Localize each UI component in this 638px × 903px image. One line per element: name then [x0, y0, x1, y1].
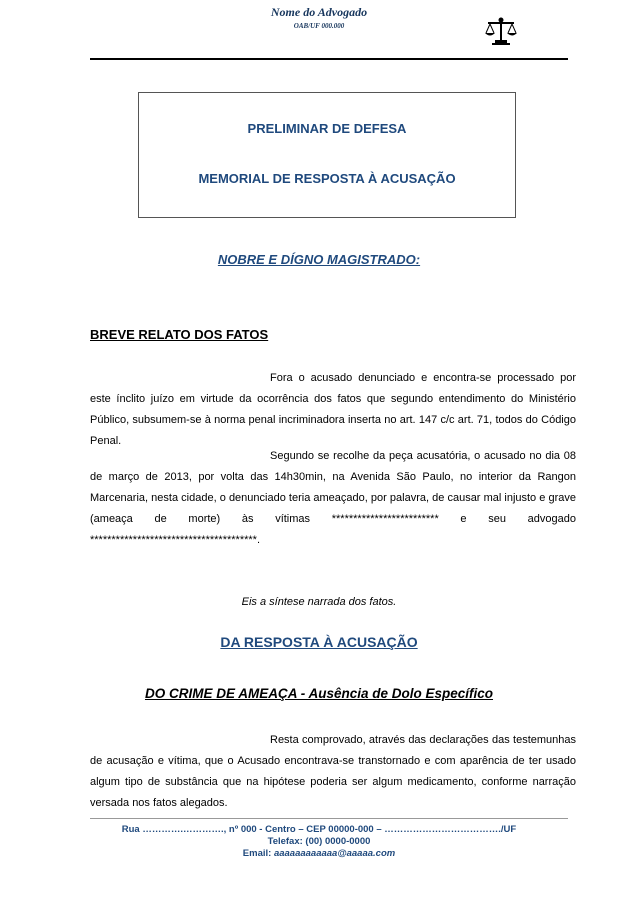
- title-box: [138, 92, 516, 218]
- facts-paragraph-2: Segundo se recolhe da peça acusatória, o acusado no dia 08 de março de 2013, por volta das 14h30min, na Avenida São Paulo, no interior da Rangon Marcenaria, nesta cidade, o denunciado teria ameaçado, por palavra, de causar mal injusto e grave (ameaça de morte) às vítimas ************************* e seu advogado ***************************************.: [90, 450, 576, 546]
- footer-divider: [90, 818, 568, 819]
- footer-address: Rua ………….…………., nº 000 - Centro – CEP 00000-000 – ………………………………./UF: [121, 824, 517, 835]
- section-heading-facts: BREVE RELATO DOS FATOS: [90, 327, 269, 342]
- header-divider: [90, 58, 568, 60]
- lawyer-oab: OAB/UF 000.000: [293, 22, 345, 30]
- document-subtitle: MEMORIAL DE RESPOSTA À ACUSAÇÃO: [198, 171, 456, 186]
- footer-phone: Telefax: (00) 0000-0000: [267, 836, 371, 847]
- response-paragraph-1: Resta comprovado, através das declarações das testemunhas de acusação e vítima, que o Acusado encontrava-se transtornado e com aparência de ter usado algum tipo de substância que na hipótese poderia ser algum medicamento, conforme narração versada nos fatos alegados.: [90, 734, 576, 809]
- facts-synthesis: Eis a síntese narrada dos fatos.: [241, 596, 397, 608]
- section-heading-response: DA RESPOSTA À ACUSAÇÃO: [220, 634, 418, 650]
- footer-email[interactable]: aaaaaaaaaaaa@aaaaa.com: [273, 848, 396, 859]
- facts-paragraph-1: Fora o acusado denunciado e encontra-se processado por este ínclito juízo em virtude da ocorrência dos fatos que segundo entendimento do Ministério Público, subsumem-se à norma penal incriminadora inserta no art. 147 c/c art. 71, todos do Código Penal.: [90, 372, 576, 447]
- document-title: PRELIMINAR DE DEFESA: [247, 121, 407, 136]
- scale-of-justice-icon: [484, 16, 518, 46]
- footer-email-label: Email:: [242, 848, 274, 859]
- lawyer-name: Nome do Advogado: [270, 5, 368, 19]
- footer-email-line: [0, 848, 638, 859]
- greeting-heading: NOBRE E DÍGNO MAGISTRADO:: [217, 252, 421, 267]
- subsection-heading-crime: DO CRIME DE AMEAÇA - Ausência de Dolo Específico: [144, 686, 494, 701]
